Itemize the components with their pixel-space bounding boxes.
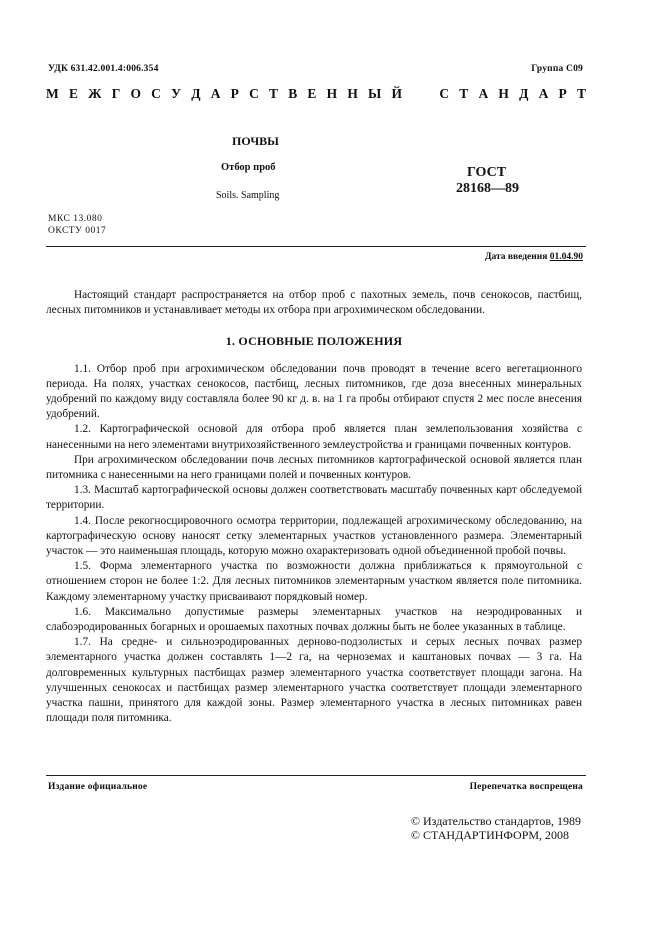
banner-letter: Е [307,86,317,101]
banner-letter: Н [326,86,338,101]
reprint-prohibited-label: Перепечатка воспрещена [469,782,583,792]
banner-letter: Е [68,86,78,101]
copyright-block [411,814,581,842]
intro-paragraph: Настоящий стандарт распространяется на отбор проб с пахотных земель, почв сенокосов, пастбищ, лесных питомников и устанавливает методы их отбора при агрохимическом обследовании. [46,289,582,317]
udk-code: УДК 631.42.001.4:006.354 [48,64,159,74]
banner-letter: Р [558,86,567,101]
paragraph-1-2-continued: При агрохимическом обследовании почв лесных питомников картографической основой является план питомника с нанесенными на него границами полей и почвенных контуров. [46,453,582,482]
banner-letter: Р [230,86,239,101]
introduction-date [485,252,583,262]
copyright-line-2: © СТАНДАРТИНФОРМ, 2008 [410,828,570,842]
group-code: Группа С09 [531,64,583,74]
banner-letter: С [249,86,259,101]
paragraph-1-1: 1.1. Отбор проб при агрохимическом обследовании почв проводят в течение всего вегетационного периода. На полях, участках сенокосов, пастбищ, лесных питомников, где доза внесенных минеральных удобрений по каждому виду составляла более 90 кг д. в. на 1 га пробы отбирают спустя 2 мес после внесения удобрений. [46,362,582,421]
banner-letter: В [288,86,298,101]
banner-letter: Г [111,86,121,101]
banner-letter: А [538,86,549,101]
paragraph-1-7: 1.7. На средне- и сильноэродированных дерново-подзолистых и серых лесных почвах размер элементарного участка должен составлять 1—2 га, на черноземах и каштановых почвах — 3 га. На долговременных культурных пастбищах размер элементарного участка соответствует площади загона. На улучшенных сенокосах и пастбищах размер элементарного участка соответствует площади элементарного участка пашни, принятого для каждой зоны. Размер элементарного участка в лесных питомниках равен площади поля питомника. [46,636,582,725]
banner-letter: Ы [368,86,382,101]
bottom-divider [46,775,586,776]
banner-letter: С [151,86,161,101]
banner-letter: Т [269,86,279,101]
section-title: 1. ОСНОВНЫЕ ПОЛОЖЕНИЯ [225,334,403,349]
paragraph-1-2: 1.2. Картографической основой для отбора проб является план землепользования хозяйства с нанесенными на него элементами внутрихозяйственного землеустройства и границами почвенных контуров. [46,423,582,451]
classification-codes [48,213,106,237]
banner-letter: А [210,86,221,101]
copyright-line-1: © Издательство стандартов, 1989 [410,814,581,828]
banner-letter: О [130,86,141,101]
gost-label: ГОСТ [467,165,507,180]
official-edition-label: Издание официальное [48,782,148,792]
paragraph-1-3: 1.3. Масштаб картографической основы должен соответствовать масштабу почвенных карт обследуемой территории. [46,484,582,512]
banner-letter: Ж [88,86,102,101]
mks-code: МКС 13.080 [48,214,103,224]
english-title: Soils. Sampling [216,190,280,201]
banner-letter: Н [347,86,358,101]
introduction-date-label: Дата введения [484,252,550,262]
introduction-date-value: 01.04.90 [549,252,583,262]
banner-letter: Д [519,86,529,101]
gost-number: 28168—89 [456,181,519,196]
paragraph-1-6: 1.6. Максимально допустимые размеры элементарных участков на неэродированных и слабоэродированных богарных и орошаемых пахотных почвах должны быть не более указанных в таблице. [46,605,582,634]
document-subtitle: Отбор проб [221,162,276,173]
banner-letter: Н [498,86,509,101]
okstu-code: ОКСТУ 0017 [48,226,107,236]
banner-letter: Д [191,86,201,101]
banner-letter [412,86,415,102]
banner-letter: С [439,86,450,101]
top-divider [46,246,586,247]
paragraph-1-4: 1.4. После рекогносцировочного осмотра территории, подлежащей агрохимическому обследованию, на картографическую основу наносят сетку элементарных участков установленного размера. Элементарный участок — это наименьшая площадь, которую можно охарактеризовать одной объединенной пробой почвы. [46,514,582,558]
banner-letter: Т [576,86,586,101]
interstate-standard-banner [46,86,586,102]
banner-letter: М [46,86,59,101]
banner-letter: А [478,86,489,101]
banner-letter [426,86,429,102]
banner-letter: Й [391,86,402,101]
banner-letter: У [171,86,182,101]
paragraph-1-5: 1.5. Форма элементарного участка по возможности должна приближаться к прямоугольной с отношением сторон не более 1:2. Для лесных питомников элементарным участком является поле питомника. Каждому элементарному участку присваивают порядковый номер. [46,560,582,603]
document-body [46,288,582,726]
document-title: ПОЧВЫ [232,134,279,148]
banner-letter: Т [459,86,469,101]
